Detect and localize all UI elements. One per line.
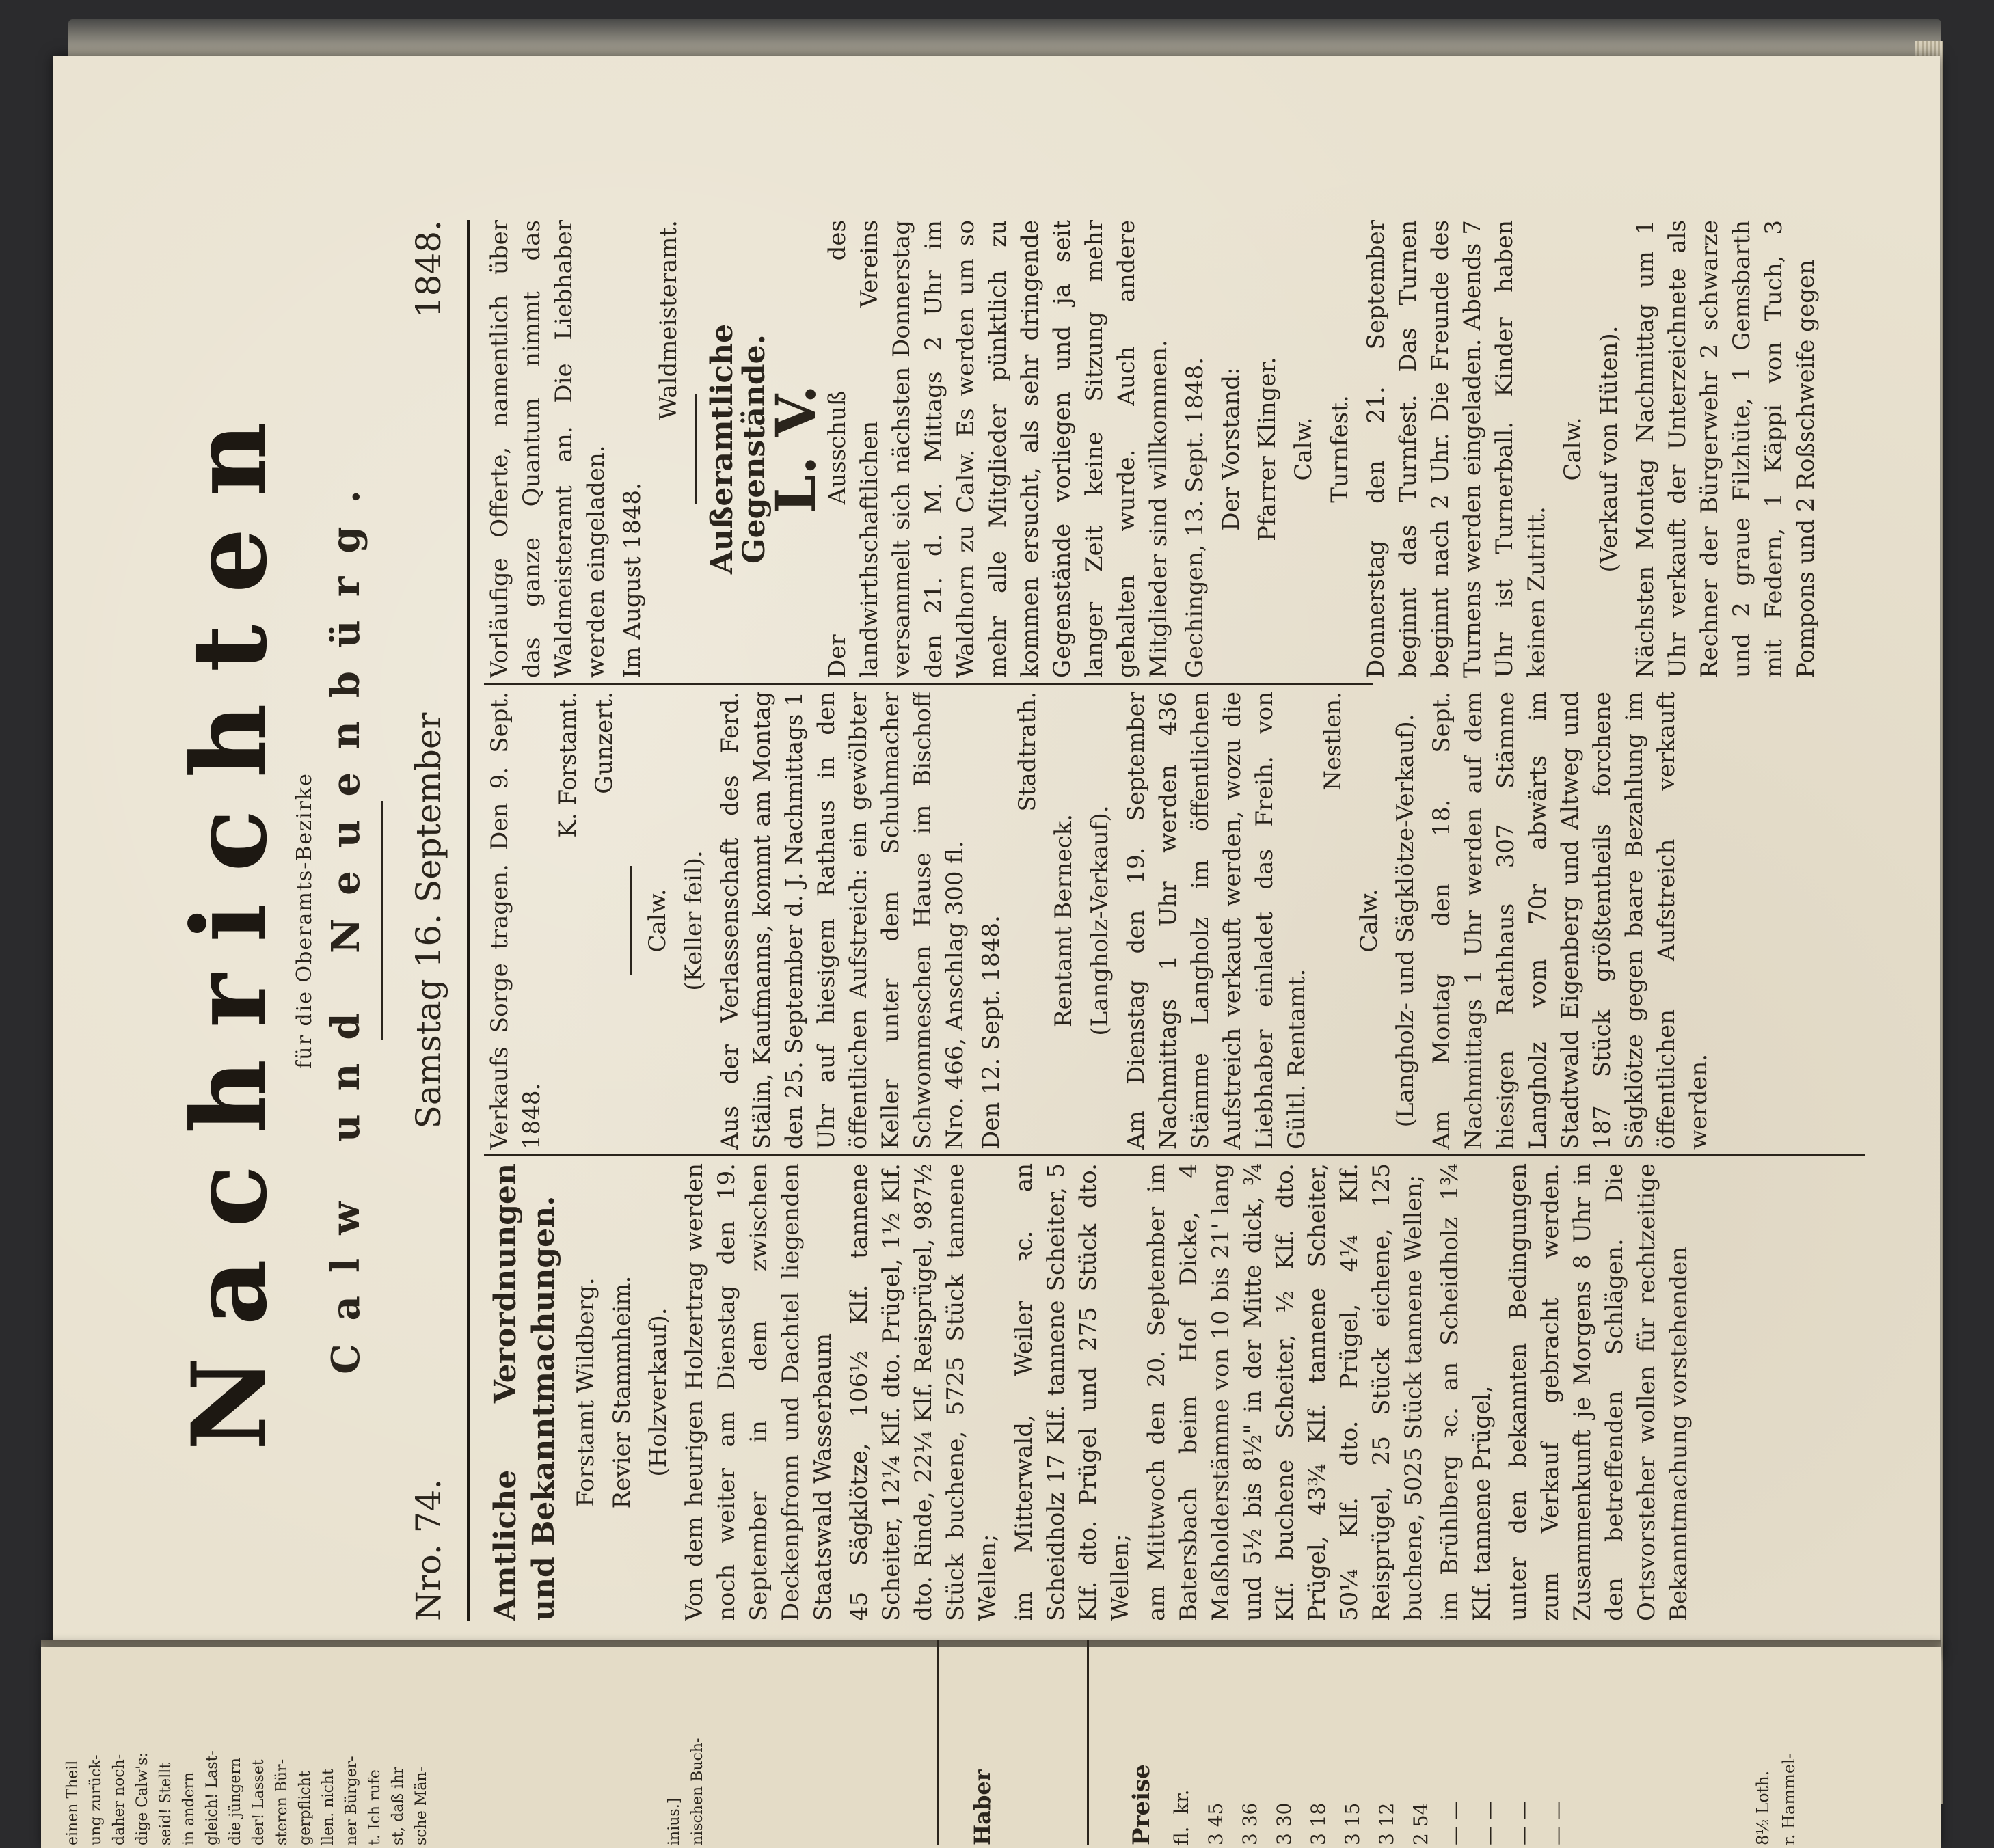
place-name: Calw. [1356,888,1383,953]
issue-date: Samstag 16. September [409,712,448,1129]
notice-separator [695,394,697,504]
price-row: 3 18 [1307,1802,1330,1845]
notice-paragraph: Donnerstag den 21. September beginnt das Turnfest. Das Turnen beginnt nach 2 Uhr. Die Freunde des Turnens werden eingeladen. Abends 7 Uhr ist Turnerball. Kinder haben keinen Zutritt. [1362,220,1550,678]
newspaper-page [53,56,1940,1655]
column-3 [484,220,1865,678]
sale-type: (Holzverkauf). [645,1307,672,1477]
text-line: ner Bürger- [343,1756,360,1845]
text-fragment: nischen Buch- [689,1737,706,1845]
facing-page-footer [1750,1640,1802,1845]
text-line: einen Theil [64,1760,81,1845]
price-row: 3 12 [1375,1802,1398,1845]
text-fragment: r. Hammel- [1779,1753,1798,1845]
text-fragment: inius.] [666,1797,683,1845]
masthead-short-rule [381,801,383,1040]
notice-paragraph: 45 Sägklötze, 106½ Klf. tannene Scheiter, 12¼ Klf. dto. Prügel, 1½ Klf. dto. Rinde, 22¼ Klf. Reisprügel, 987½ Stück buchene, 5725 Stück tannene Wellen; [846,1163,1001,1621]
rotated-content [156,220,1865,1621]
signature: Der Vorstand: [1217,367,1245,531]
newspaper-places: Calw und Neuenbürg. [323,467,368,1374]
text-line: die jüngern [227,1757,244,1845]
prices-header: Preise [1128,1764,1155,1845]
price-row: 3 45 [1204,1802,1227,1845]
price-rows [1199,1640,1575,1845]
section-heading-official: Amtliche Verordnungen und Bekanntmachungen. [488,1163,561,1621]
kr-header: kr. [1170,1789,1193,1815]
signature: Pfarrer Klinger. [1254,357,1281,541]
fl-header: fl. [1170,1826,1193,1845]
notice-paragraph: im Mitterwald, Weiler ꝛc. an Scheidholz 17 Klf. tannene Scheiter, 5 Klf. dto. Prügel und 275 Stück dto. Wellen; [1010,1163,1134,1621]
table-rule [937,1640,939,1845]
text-line: der! Lasset [250,1759,267,1845]
text-line: ung zurück- [87,1754,105,1845]
newspaper-title: Nachrichten [170,390,290,1451]
text-line: gleich! Last- [204,1750,221,1845]
sale-type: (Langholz-Verkauf). [1086,805,1114,1036]
facing-page-content [62,1640,1935,1845]
notice-date: Gechingen, 13. Sept. 1848. [1181,357,1209,678]
column-divider [484,683,1373,685]
text-line: daher noch- [111,1754,128,1845]
notice-paragraph: Vorläufige Offerte, namentlich über das ganze Quantum nimmt das Waldmeisteramt an. Die Liebhaber werden eingeladen. [486,220,610,678]
column-divider [484,1154,1865,1156]
price-row: — — [1546,1801,1569,1845]
facing-page-middle [663,1640,710,1845]
table-header-haber: Haber [969,1769,995,1845]
notice-paragraph: am Mittwoch den 20. September im Batersbach beim Hof Dicke, 4 Maßholderstämme von 10 bis 21' lang und 5½ bis 8½" in der Mitte dick, ¾ Klf. buchene Scheiter, ½ Klf. dto. Prügel, 43¾ Klf. tannene Scheiter, 50¼ Klf. dto. Prügel, 4¼ Klf. Reisprügel, 25 Stück eichene, 125 buchene, 5025 Stück tannene Wellen; [1143,1163,1427,1621]
issue-number: Nro. 74. [409,1478,448,1621]
text-fragment: 8½ Loth. [1753,1770,1773,1845]
sale-type: (Langholz- und Sägklötze-Verkauf). [1392,714,1419,1128]
sale-type: (Keller feil). [680,850,708,991]
notice-paragraph: Am Montag den 18. Sept. Nachmittags 1 Uhr werden auf dem hiesigen Rathhaus 307 Stämme Langholz vom 70r abwärts im Stadtwald Eigenberg und Altweg und 187 Stück größtentheils forchene Sägklötze gegen baare Bezahlung im öffentlichen Aufstreich verkauft werden. [1428,692,1712,1150]
text-line: seid! Stellt [157,1762,174,1845]
table-rule [1087,1640,1089,1845]
notice-paragraph: Nächsten Montag Nachmittag um 1 Uhr verkauft der Unterzeichnete als Rechner der Bürgerwehr 2 schwarze und 2 graue Filzhüte, 1 Gemsbarth mit Federn, 1 Käppi von Tuch, 3 Pompons und 2 Roßschweife gegen [1632,220,1820,678]
currency-header [1165,1640,1199,1845]
price-row: 3 15 [1341,1802,1364,1845]
section-heading-unofficial: Außeramtliche Gegenstände. [705,323,772,575]
issue-year: 1848. [409,220,448,318]
notice-date: Den 12. Sept. 1848. [978,915,1005,1150]
notice-paragraph: Von dem heurigen Holzertrag werden noch weiter am Dienstag den 19. September in dem zwischen Deckenpfronn und Dachtel liegenden Staatswald Wasserbaum [681,1163,837,1621]
text-line: sche Män- [413,1766,430,1845]
notice-date: Im August 1848. [619,483,646,678]
notice-paragraph: Aus der Verlassenschaft des Ferd. Stälin, Kaufmanns, kommt am Montag den 25. September d. J. Nachmittags 1 Uhr auf hiesigem Rathaus in den öffentlichen Aufstreich: ein gewölbter Keller unter dem Schuhmacher Schwommeschen Hause im Bischoff Nro. 466, Anschlag 300 fl. [716,692,969,1150]
sale-type: (Verkauf von Hüten). [1595,325,1623,573]
newspaper-subtitle: für die Oberamts-Bezirke [293,772,316,1069]
price-row: 2 54 [1410,1802,1432,1845]
signature: Waldmeisteramt. [655,220,682,420]
place-name: Calw. [644,888,671,953]
text-line: in andern [180,1771,198,1845]
price-row: 3 36 [1239,1802,1261,1845]
signature: Gunzert. [591,692,618,794]
price-table [1128,1640,1575,1845]
notice-paragraph: Am Dienstag den 19. September Nachmittags 1 Uhr werden 436 Stämme Langholz im öffentlichen Aufstreich verkauft werden, wozu die Liebhaber einladet das Freih. von Gültl. Rentamt. [1122,692,1310,1150]
notice-paragraph: im Brühlberg ꝛc. an Scheidholz 1¾ Klf. tannene Prügel, [1436,1163,1496,1621]
price-row: — — [1512,1801,1535,1845]
notice-title: Turnfest. [1326,395,1353,503]
office-name: Rentamt Berneck. [1050,813,1077,1028]
notice-separator [630,866,632,975]
signature: K. Forstamt. [554,692,582,838]
price-row: — — [1478,1801,1500,1845]
masthead [156,220,477,1621]
text-line: llen. nicht [320,1769,337,1845]
facing-page-text [62,1640,433,1845]
place-name: Calw. [1290,417,1317,481]
column-2 [484,692,1865,1150]
text-line: st, daß ihr [390,1767,407,1845]
article-columns [484,220,1865,1621]
text-line: steren Bür- [273,1758,291,1845]
notice-paragraph: Der Ausschuß des landwirthschaftlichen Vereins versammelt sich nächsten Donnerstag den 21. d. M. Mittags 2 Uhr im Waldhorn zu Calw. Es werden um so mehr alle Mitglieder pünktlich zu kommen ersucht, als sehr dringende Gegenstände vorliegen und ja seit langer Zeit keine Sitzung mehr gehalten wurde. Auch andere Mitglieder sind willkommen. [824,220,1172,678]
office-name: Forstamt Wildberg. [572,1277,599,1507]
book-binding-edge [68,19,1941,60]
price-table-column [964,1640,1008,1845]
signature: Stadtrath. [1014,692,1041,812]
signature: Nestlen. [1319,692,1347,791]
price-row: 3 30 [1273,1802,1295,1845]
masthead-rule [467,220,470,1621]
notice-paragraph: Verkaufs Sorge tragen. Den 9. Sept. 1848. [486,692,545,1150]
district-name: Revier Stammheim. [608,1275,636,1509]
column-1 [484,1163,1865,1621]
notice-paragraph: unter den bekannten Bedingungen zum Verkauf gebracht werden. Zusammenkunft je Morgens 8 Uhr in den betreffenden Schlägen. Die Ortsvorsteher wollen für rechtzeitige Bekanntmachung vorstehenden [1505,1163,1693,1621]
text-line: t. Ich rufe [366,1769,383,1845]
text-line: dige Calw's: [134,1752,151,1845]
place-name: Calw. [1559,417,1587,481]
initials-heading: L. V. [764,385,828,513]
text-line: gerpflicht [297,1771,314,1845]
price-row: — — [1444,1801,1466,1845]
